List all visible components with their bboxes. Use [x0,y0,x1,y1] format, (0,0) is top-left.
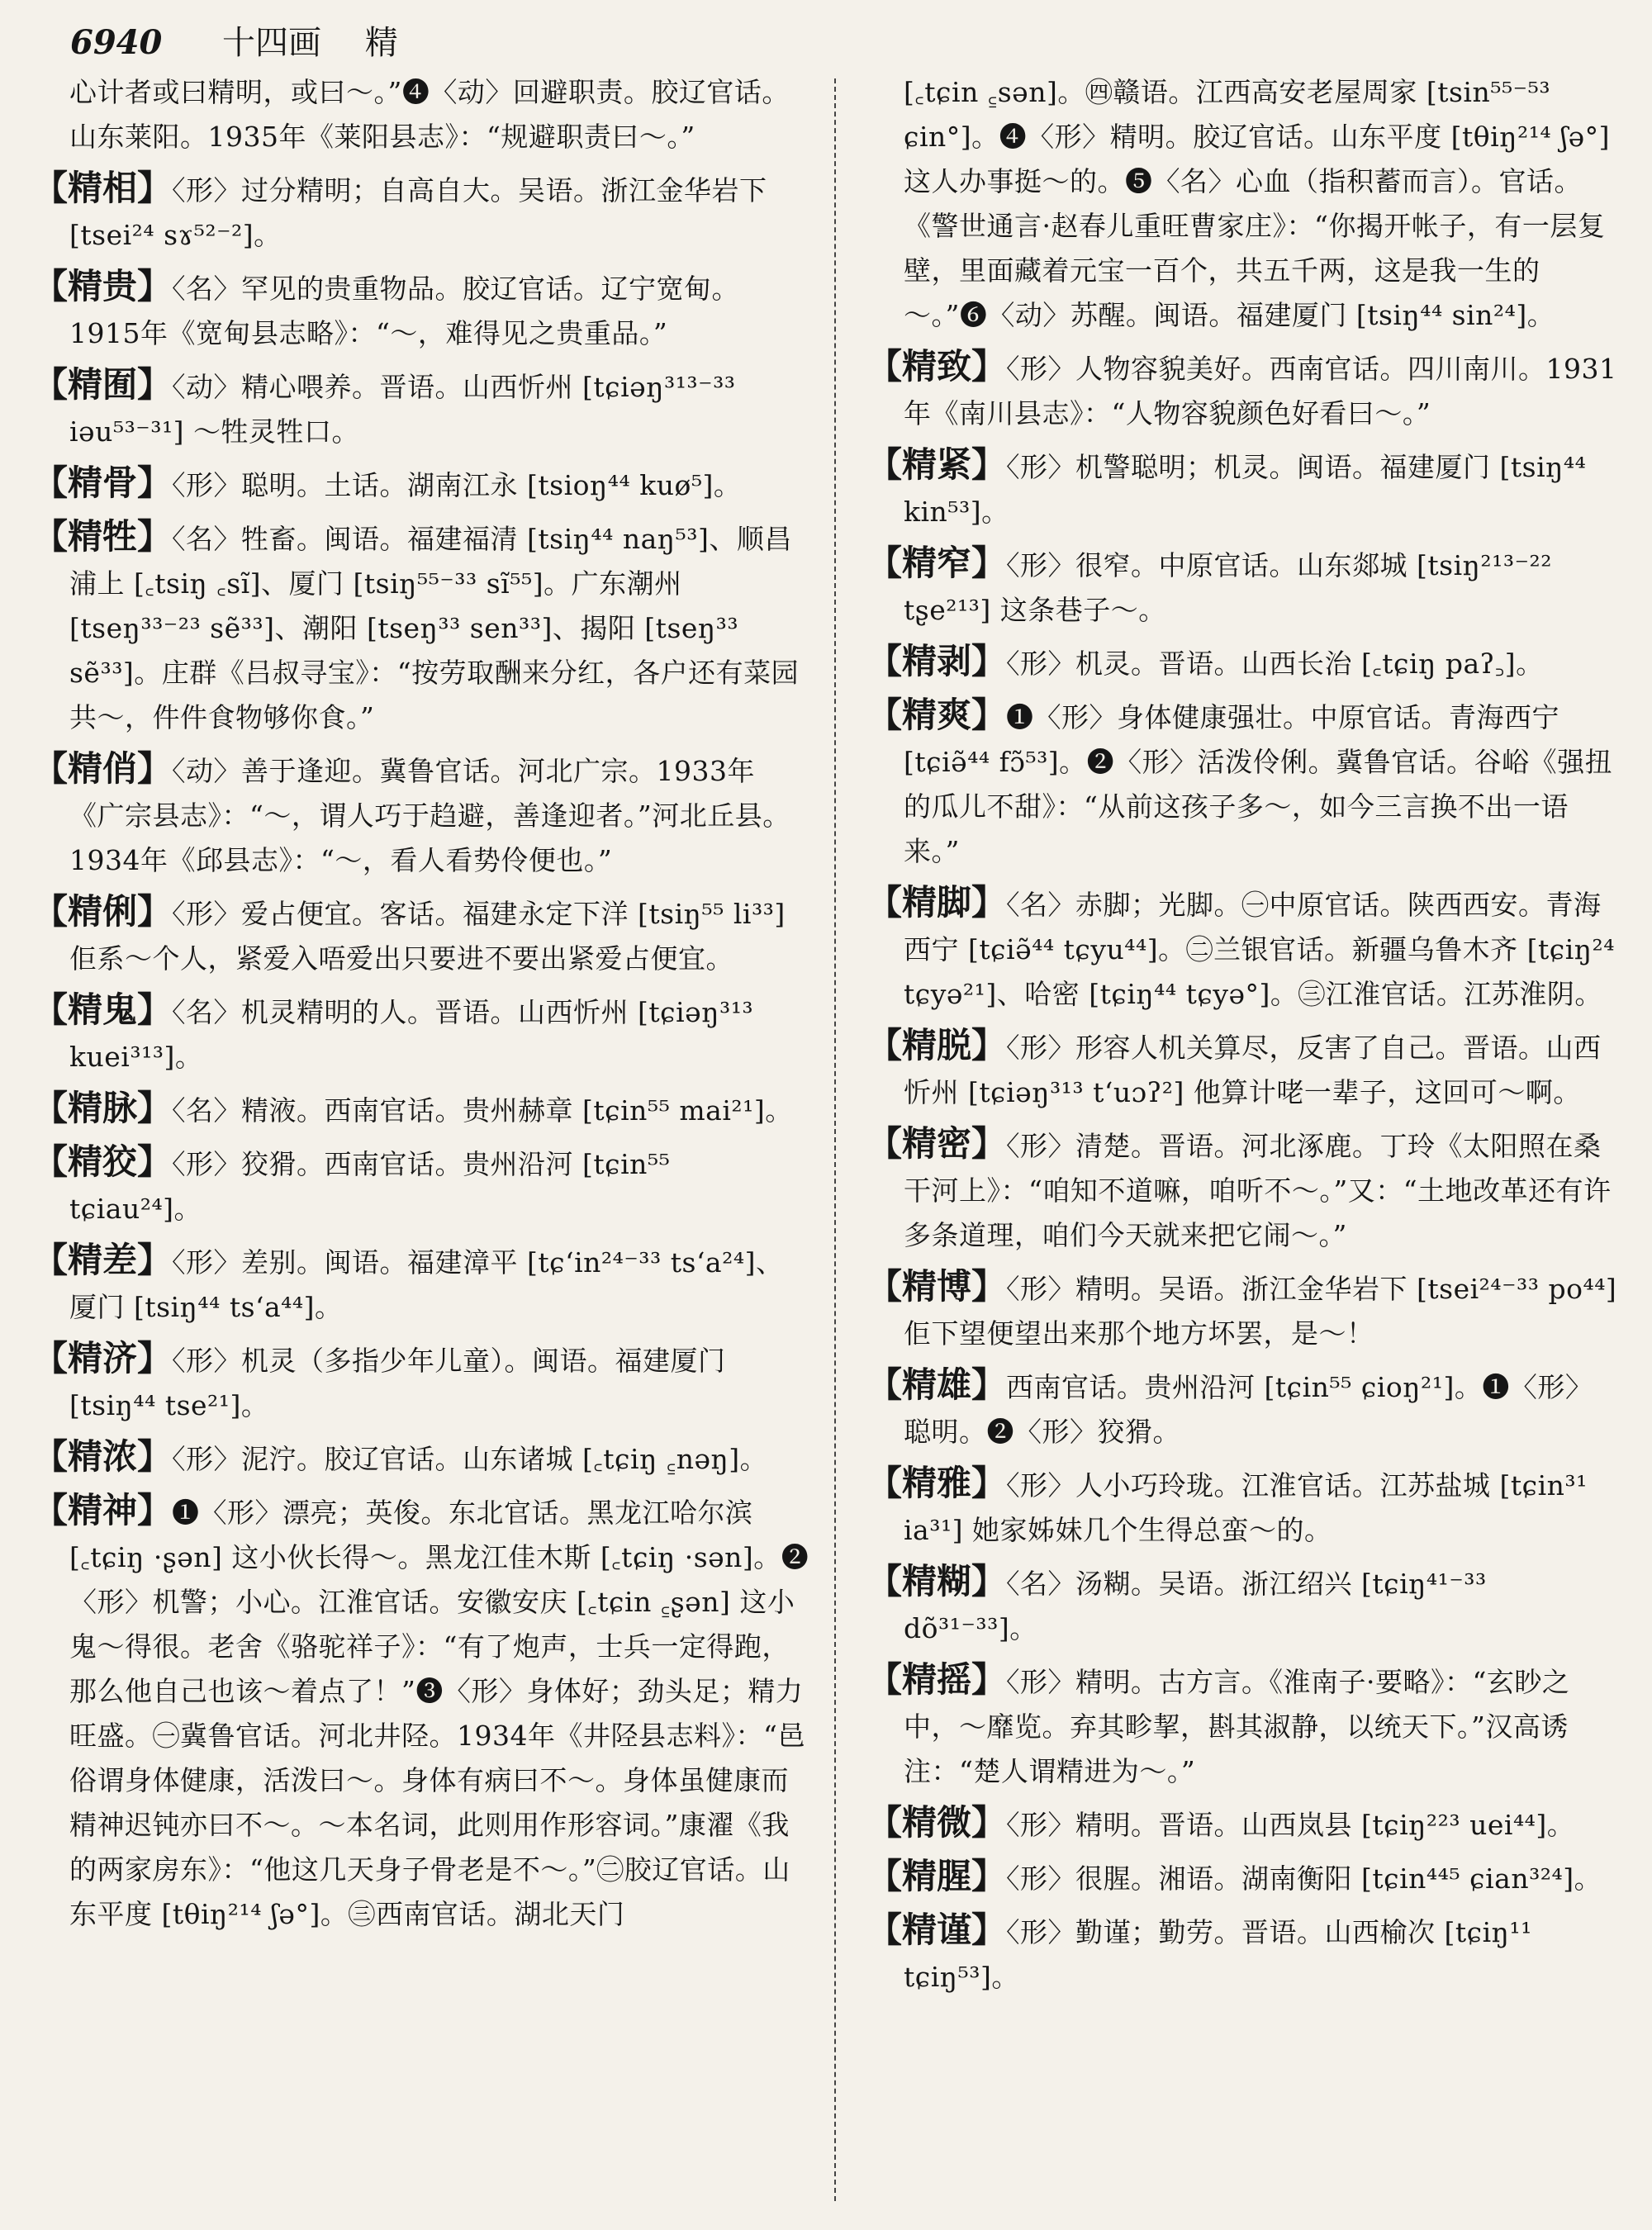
entry-definition: 〈形〉精明。吴语。浙江金华岩下 [tsei²⁴⁻³³ po⁴⁴] 佢下望便望出来那个地方坏罢，是～！ [904,1273,1617,1350]
entry-headword: 【精剥】 [867,641,1007,681]
entry-headword: 【精谨】 [867,1910,1007,1950]
entry-definition: 〈形〉很窄。中原官话。山东郯城 [tsiŋ²¹³⁻²² tʂe²¹³] 这条巷子～。 [904,549,1552,626]
entry-headword: 【精囿】 [33,364,173,405]
dictionary-entry [867,443,1619,534]
entry-definition: 〈形〉机灵。晋语。山西长治 [꜀tɕiŋ paʔ꜆]。 [1006,648,1544,680]
entry-definition: 〈名〉牲畜。闽语。福建福清 [tsiŋ⁴⁴ naŋ⁵³]、顺昌浦上 [꜀tsiŋ ꜀sĩ]、厦门 [tsiŋ⁵⁵⁻³³ sĩ⁵⁵]。广东潮州 [tseŋ³³⁻²³ sẽ³³]、潮阳 [tseŋ³³ sen³³]、揭阳 [tseŋ³³ sẽ³³]。庄群《吕叔寻宝》：“按劳取酬来分红，各户还有菜园共～，件件食物够你食。” [69,523,800,733]
entry-definition: 〈名〉机灵精明的人。晋语。山西忻州 [tɕiəŋ³¹³ kuei³¹³]。 [69,996,754,1073]
right-column [867,70,1619,2209]
entry-definition: 〈动〉善于逢迎。冀鲁官话。河北广宗。1933年《广宗县志》：“～，谓人巧于趋避，善逢迎者。”河北丘县。1934年《邱县志》：“～，看人看势伶便也。” [69,755,790,876]
entry-definition: 〈形〉机灵（多指少年儿童）。闽语。福建厦门 [tsiŋ⁴⁴ tse²¹]。 [69,1345,726,1421]
entry-headword: 【精紧】 [867,444,1007,485]
dictionary-entry [33,1488,809,1937]
section-label: 十四画 [222,24,322,62]
entry-definition: 〈形〉精明。古方言。《淮南子·要略》：“玄眇之中，～靡览。弃其畛挈，斟其淑静，以统天下。”汉高诱注：“楚人谓精进为～。” [904,1666,1570,1787]
dictionary-entry [867,639,1619,686]
dictionary-entry [33,1140,809,1231]
entry-headword: 【精脚】 [867,882,1007,923]
entry-definition: 〈名〉汤糊。吴语。浙江绍兴 [tɕiŋ⁴¹⁻³³ dõ³¹⁻³³]。 [904,1568,1487,1644]
dictionary-entry [33,166,809,258]
entry-definition: 〈形〉差别。闽语。福建漳平 [tɕʻin²⁴⁻³³ tsʻa²⁴]、厦门 [tsiŋ⁴⁴ tsʻa⁴⁴]。 [69,1246,784,1323]
header-character: 精 [364,24,398,62]
entry-definition: 〈名〉罕见的贵重物品。胶辽官话。辽宁宽甸。1915年《宽甸县志略》：“～，难得见之贵重品。” [69,273,740,349]
dictionary-entry [867,693,1619,874]
dictionary-entry [867,1023,1619,1115]
dictionary-entry [33,1238,809,1330]
entry-definition: 心计者或曰精明，或曰～。”❹〈动〉回避职责。胶辽官话。山东莱阳。1935年《莱阳县志》：“规避职责曰～。” [69,76,790,153]
entry-headword: 【精鬼】 [33,989,173,1030]
dictionary-entry [867,1908,1619,2000]
dictionary-entry [33,747,809,883]
dictionary-entry [33,1435,809,1482]
entry-headword: 【精俐】 [33,891,173,932]
entry-definition: 〈形〉过分精明；自高自大。吴语。浙江金华岩下 [tsei²⁴ sɤ⁵²⁻²]。 [69,174,767,251]
entry-headword: 【精差】 [33,1240,173,1280]
entry-headword: 【精博】 [867,1266,1007,1307]
dictionary-entry [867,1264,1619,1356]
entry-headword: 【精雅】 [867,1463,1007,1503]
dictionary-entry [867,1559,1619,1651]
entry-definition: [꜀tɕin ꜁sən]。㊃赣语。江西高安老屋周家 [tsin⁵⁵⁻⁵³ ɕin°]。❹〈形〉精明。胶辽官话。山东平度 [tθiŋ²¹⁴ ʃə°] 这人办事挺～的。❺〈名〉心血（指积蓄而言）。官话。《警世通言·赵春儿重旺曹家庄》：“你揭开帐子，有一层复壁，里面藏着元宝一百个，共五千两，这是我一生的～。”❻〈动〉苏醒。闽语。福建厦门 [tsiŋ⁴⁴ sin²⁴]。 [904,76,1611,331]
entry-definition: 〈形〉机警聪明；机灵。闽语。福建厦门 [tsiŋ⁴⁴ kin⁵³]。 [904,451,1587,528]
entry-definition: 〈形〉爱占便宜。客话。福建永定下洋 [tsiŋ⁵⁵ li³³] 佢系～个人，紧爱入唔爱出只要进不要出紧爱占便宜。 [69,898,786,975]
dictionary-entry [33,1336,809,1428]
dictionary-entry [33,461,809,508]
entry-definition: 〈名〉赤脚；光脚。㊀中原官话。陕西西安。青海西宁 [tɕiə̃⁴⁴ tɕyu⁴⁴]。㊁兰银官话。新疆乌鲁木齐 [tɕiŋ²⁴ tɕyə²¹]、哈密 [tɕiŋ⁴⁴ tɕyə°]。㊂江淮官话。江苏淮阴。 [904,889,1615,1010]
entry-definition: 〈形〉泥泞。胶辽官话。山东诸城 [꜀tɕiŋ ꜁nəŋ]。 [172,1443,768,1475]
dictionary-entry [867,344,1619,436]
entry-headword: 【精爽】 [867,695,1007,735]
entry-definition: 〈形〉清楚。晋语。河北涿鹿。丁玲《太阳照在桑干河上》：“咱知不道嘛，咱听不～。”又：“土地改革还有许多条道理，咱们今天就来把它闹～。” [904,1130,1612,1251]
entry-headword: 【精糊】 [867,1561,1007,1601]
dictionary-entry [867,1801,1619,1848]
entry-headword: 【精摇】 [867,1659,1007,1700]
dictionary-entry [33,70,809,159]
entry-headword: 【精狡】 [33,1141,173,1182]
entry-headword: 【精浓】 [33,1436,173,1477]
entry-headword: 【精脱】 [867,1025,1007,1065]
dictionary-entry [867,1122,1619,1258]
dictionary-entry [867,1461,1619,1553]
entry-definition: 〈形〉形容人机关算尽，反害了自己。晋语。山西忻州 [tɕiəŋ³¹³ tʻuɔʔ²] 他算计咾一辈子，这回可～啊。 [904,1032,1602,1108]
dictionary-entry [33,988,809,1079]
entry-definition: 西南官话。贵州沿河 [tɕin⁵⁵ ɕioŋ²¹]。❶〈形〉聪明。❷〈形〉狡猾。 [904,1371,1593,1448]
page-number: 6940 [70,23,163,62]
entry-definition: ❶〈形〉身体健康强壮。中原官话。青海西宁 [tɕiə̃⁴⁴ fɔ̃⁵³]。❷〈形〉活泼伶俐。冀鲁官话。谷峪《强扭的瓜儿不甜》：“从前这孩子多～，如今三言换不出一语来。” [904,701,1613,867]
entry-headword: 【精微】 [867,1802,1007,1843]
entry-definition: 〈形〉勤谨；勤劳。晋语。山西榆次 [tɕiŋ¹¹ tɕiŋ⁵³]。 [904,1916,1532,1993]
dictionary-entry [867,70,1619,338]
entry-definition: 〈形〉人小巧玲珑。江淮官话。江苏盐城 [tɕin³¹ ia³¹] 她家姊妹几个生得总蛮～的。 [904,1469,1588,1546]
entry-headword: 【精致】 [867,346,1007,387]
entry-definition: 〈动〉精心喂养。晋语。山西忻州 [tɕiəŋ³¹³⁻³³ iəu⁵³⁻³¹] ～牲灵牲口。 [69,371,736,448]
dictionary-entry [33,515,809,740]
entry-definition: 〈名〉精液。西南官话。贵州赫章 [tɕin⁵⁵ mai²¹]。 [172,1094,793,1127]
dictionary-entry [867,880,1619,1017]
dictionary-entry [867,1658,1619,1794]
entry-headword: 【精神】 [33,1490,173,1530]
entry-definition: 〈形〉聪明。土话。湖南江永 [tsioŋ⁴⁴ kuø⁵]。 [172,469,742,501]
entry-headword: 【精脉】 [33,1088,173,1128]
column-divider [834,78,836,2201]
dictionary-entry [33,363,809,454]
dictionary-entry [867,541,1619,633]
dictionary-entry [867,1854,1619,1901]
entry-definition: 〈形〉精明。晋语。山西岚县 [tɕiŋ²²³ uei⁴⁴]。 [1006,1809,1575,1841]
entry-headword: 【精密】 [867,1123,1007,1164]
entry-definition: 〈形〉狡猾。西南官话。贵州沿河 [tɕin⁵⁵ tɕiau²⁴]。 [69,1148,671,1225]
entry-definition: 〈形〉很腥。湘语。湖南衡阳 [tɕin⁴⁴⁵ ɕian³²⁴]。 [1006,1862,1602,1895]
entry-headword: 【精俏】 [33,748,173,789]
entry-headword: 【精贵】 [33,266,173,306]
entry-headword: 【精窄】 [867,543,1007,583]
dictionary-entry [867,1363,1619,1454]
dictionary-entry [33,1086,809,1133]
entry-headword: 【精相】 [33,168,173,208]
entry-headword: 【精牲】 [33,516,173,557]
dictionary-entry [33,264,809,356]
entry-headword: 【精腥】 [867,1856,1007,1896]
entry-headword: 【精济】 [33,1338,173,1378]
left-column [33,70,809,2209]
entry-definition: 〈形〉人物容貌美好。西南官话。四川南川。1931年《南川县志》：“人物容貌颜色好看曰～。” [904,353,1617,429]
dictionary-entry [33,890,809,981]
entry-headword: 【精骨】 [33,463,173,503]
page-header [70,18,1582,68]
entry-headword: 【精雄】 [867,1364,1007,1405]
entry-definition: ❶〈形〉漂亮；英俊。东北官话。黑龙江哈尔滨 [꜀tɕiŋ ·ʂən] 这小伙长得～。黑龙江佳木斯 [꜀tɕiŋ ·sən]。❷〈形〉机警；小心。江淮官话。安徽安庆 [꜀tɕin ꜁ʂən] 这小鬼～得很。老舍《骆驼祥子》：“有了炮声，士兵一定得跑，那么他自己也该～着点了！”❸〈形〉身体好；劲头足；精力旺盛。㊀冀鲁官话。河北井陉。1934年《井陉县志料》：“邑俗谓身体健康，活泼曰～。身体有病曰不～。身体虽健康而精神迟钝亦曰不～。～本名词，此则用作形容词。”康濯《我的两家房东》：“他这几天身子骨老是不～。”㊁胶辽官话。山东平度 [tθiŋ²¹⁴ ʃə°]。㊂西南官话。湖北天门 [69,1497,809,1930]
